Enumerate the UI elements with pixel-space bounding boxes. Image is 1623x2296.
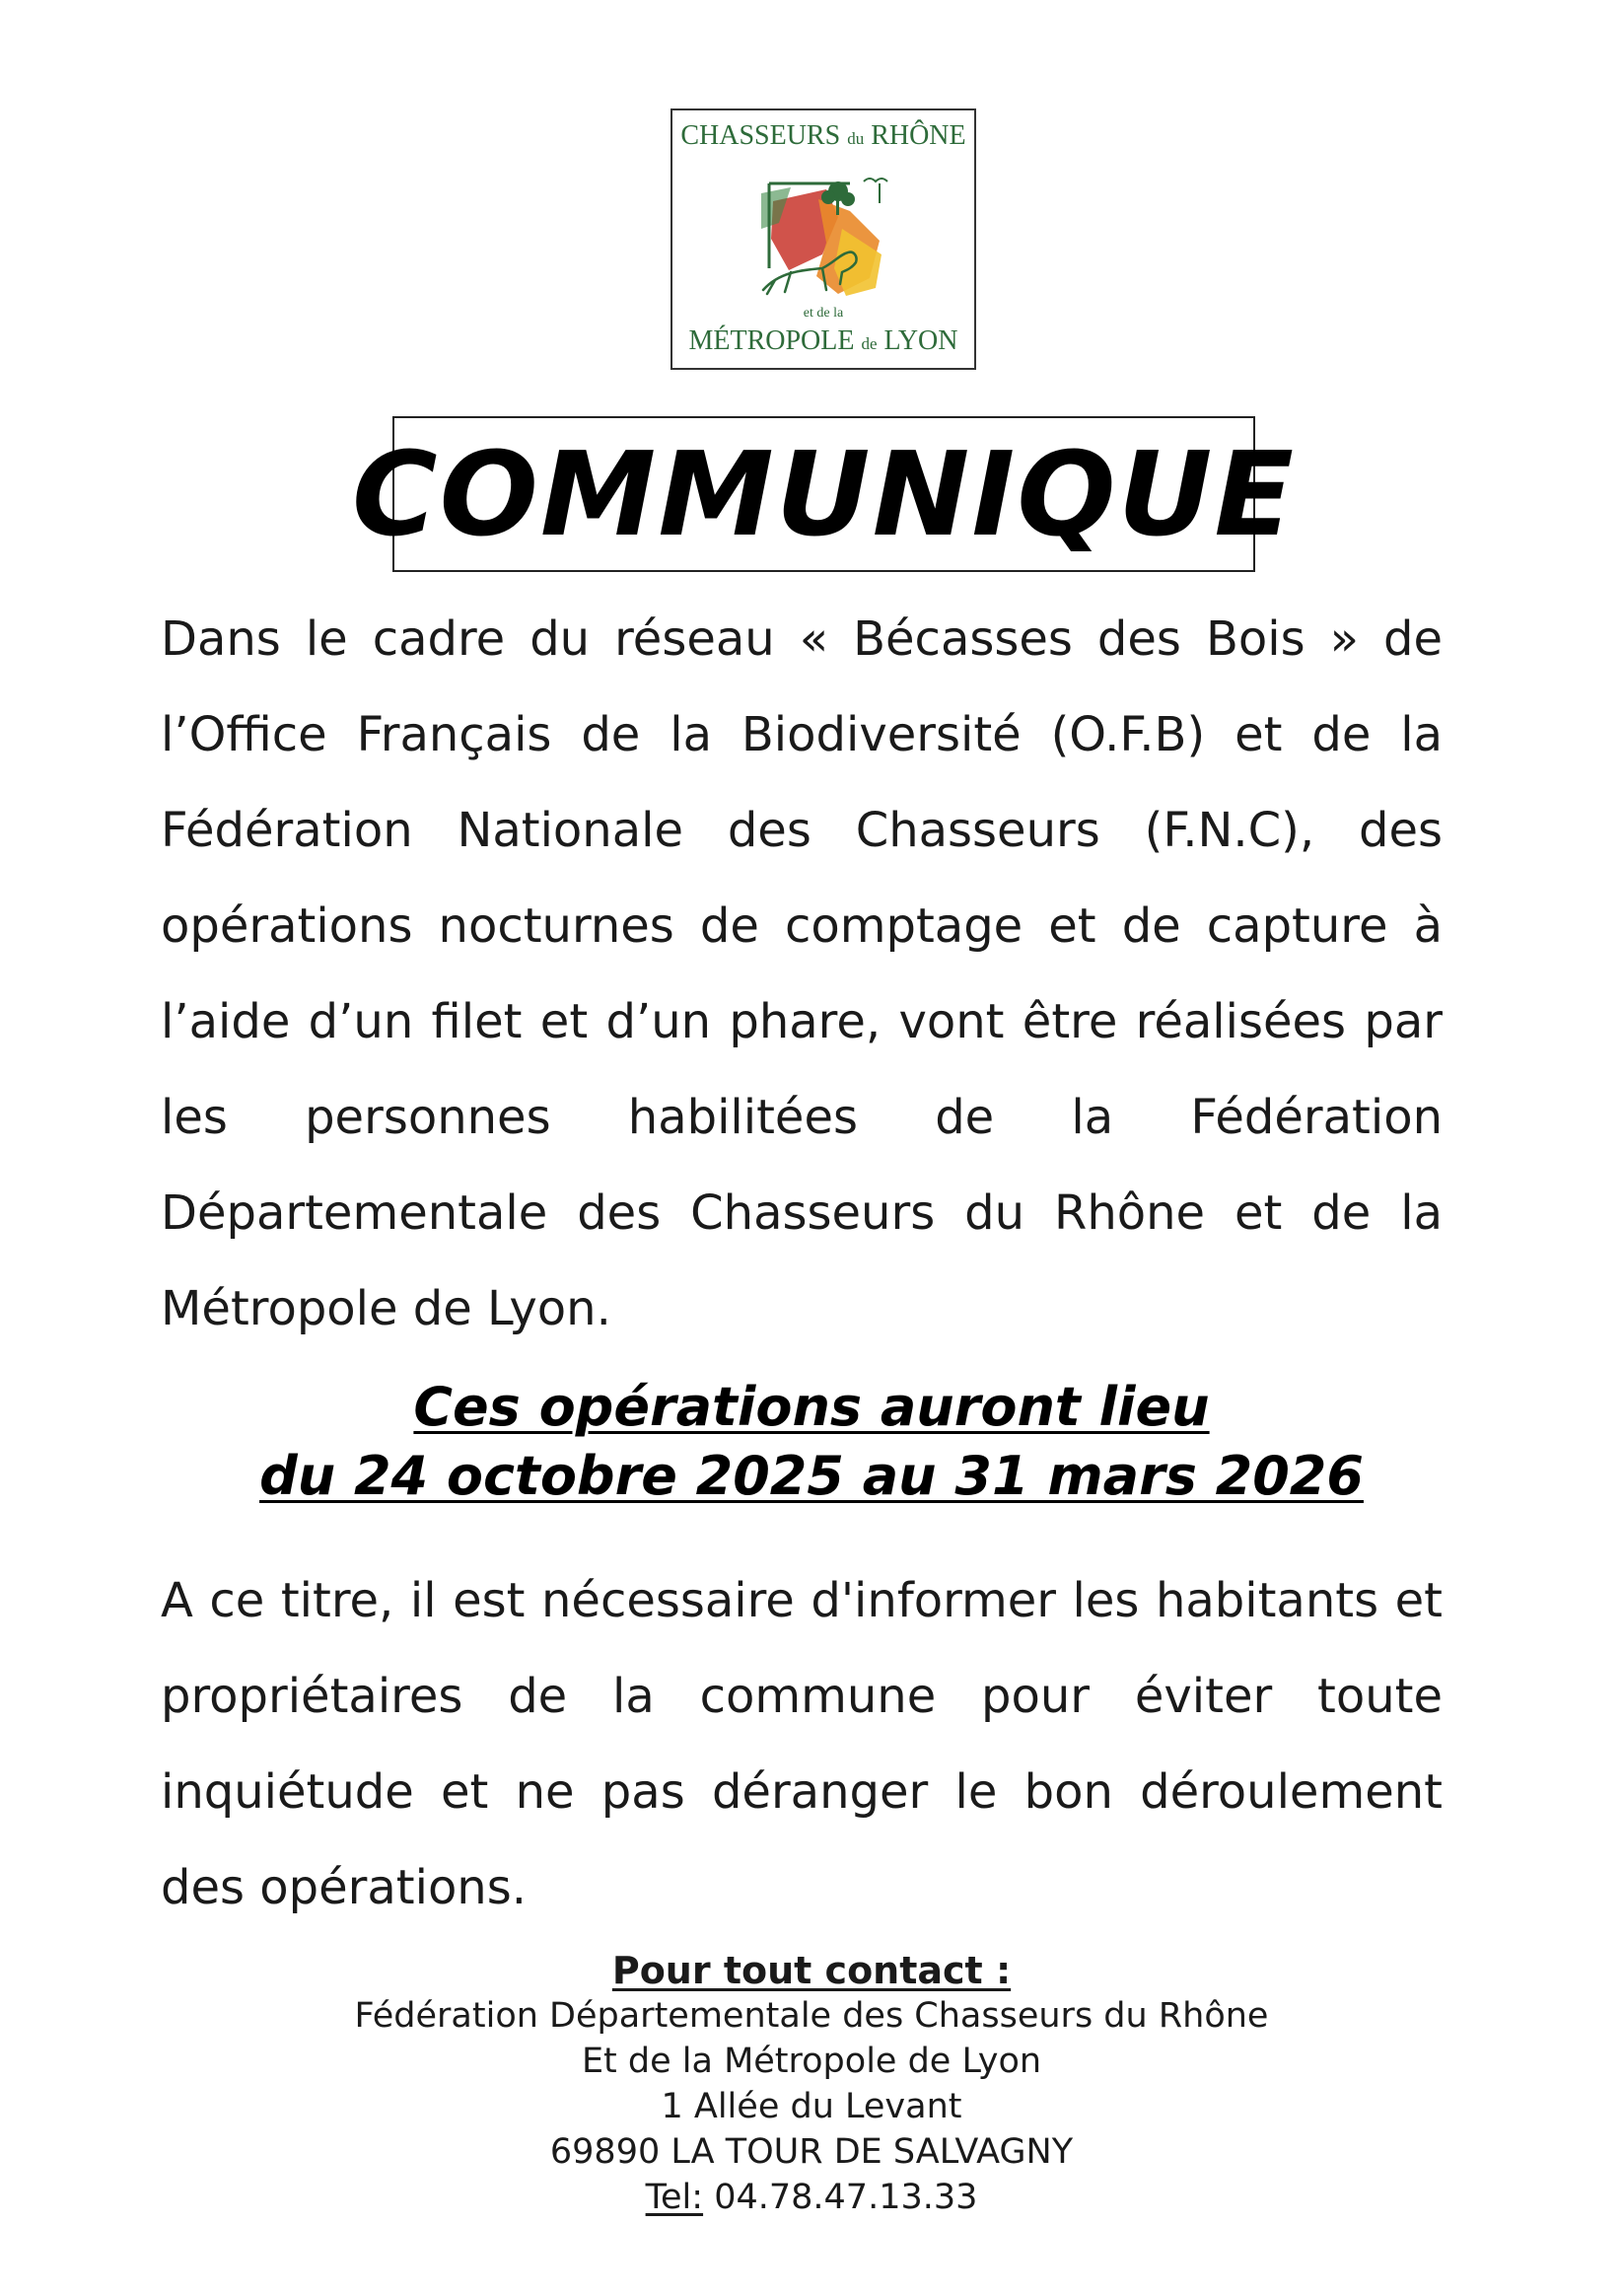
logo-text-metropole: MÉTROPOLE bbox=[688, 325, 855, 356]
hunter-dog-emblem-icon bbox=[732, 160, 929, 308]
logo-text-du: du bbox=[847, 129, 865, 148]
phone-number: 04.78.47.13.33 bbox=[703, 2178, 978, 2217]
contact-org-line-1: Fédération Départementale des Chasseurs du Rhône bbox=[354, 1996, 1269, 2036]
contact-city: 69890 LA TOUR DE SALVAGNY bbox=[549, 2132, 1074, 2172]
contact-block bbox=[0, 1948, 1623, 2220]
notice-paragraph: A ce titre, il est nécessaire d'informer les habitants et propriétaires de la commune pour éviter toute inquiétude et ne pas déranger le bon déroulement des opérations. bbox=[161, 1573, 1443, 1915]
contact-heading: Pour tout contact : bbox=[611, 1949, 1012, 1992]
dates-line-1: Ces opérations auront lieu bbox=[413, 1376, 1210, 1438]
operation-dates bbox=[0, 1373, 1623, 1511]
title-box bbox=[352, 416, 1296, 572]
logo-top-text bbox=[672, 120, 974, 152]
logo-text-rhone: RHÔNE bbox=[871, 120, 966, 151]
logo-text-de: de bbox=[861, 334, 878, 353]
page-title: COMMUNIQUE bbox=[352, 426, 1296, 562]
intro-paragraph: Dans le cadre du réseau « Bécasses des Bois » de l’Office Français de la Biodiversité (O.F.B) et de la Fédération Nationale des Chasseurs (F.N.C), des opérations nocturnes de comptage et de capture à l’aide d’un filet et d’un phare, vont être réalisées par les personnes habilitées de la Fédération Départementale des Chasseurs du Rhône et de la Métropole de Lyon. bbox=[161, 611, 1443, 1336]
contact-address: 1 Allée du Levant bbox=[661, 2087, 962, 2126]
logo-bottom-text bbox=[672, 325, 974, 357]
logo-text-chasseurs: CHASSEURS bbox=[680, 120, 841, 151]
dates-line-2: du 24 octobre 2025 au 31 mars 2026 bbox=[259, 1445, 1364, 1507]
logo-text-et-de-la: et de la bbox=[803, 306, 844, 321]
federation-logo bbox=[670, 108, 976, 370]
contact-phone bbox=[0, 2175, 1623, 2220]
phone-label: Tel: bbox=[645, 2178, 704, 2217]
logo-text-lyon: LYON bbox=[883, 325, 958, 356]
contact-org-line-2: Et de la Métropole de Lyon bbox=[581, 2042, 1042, 2081]
